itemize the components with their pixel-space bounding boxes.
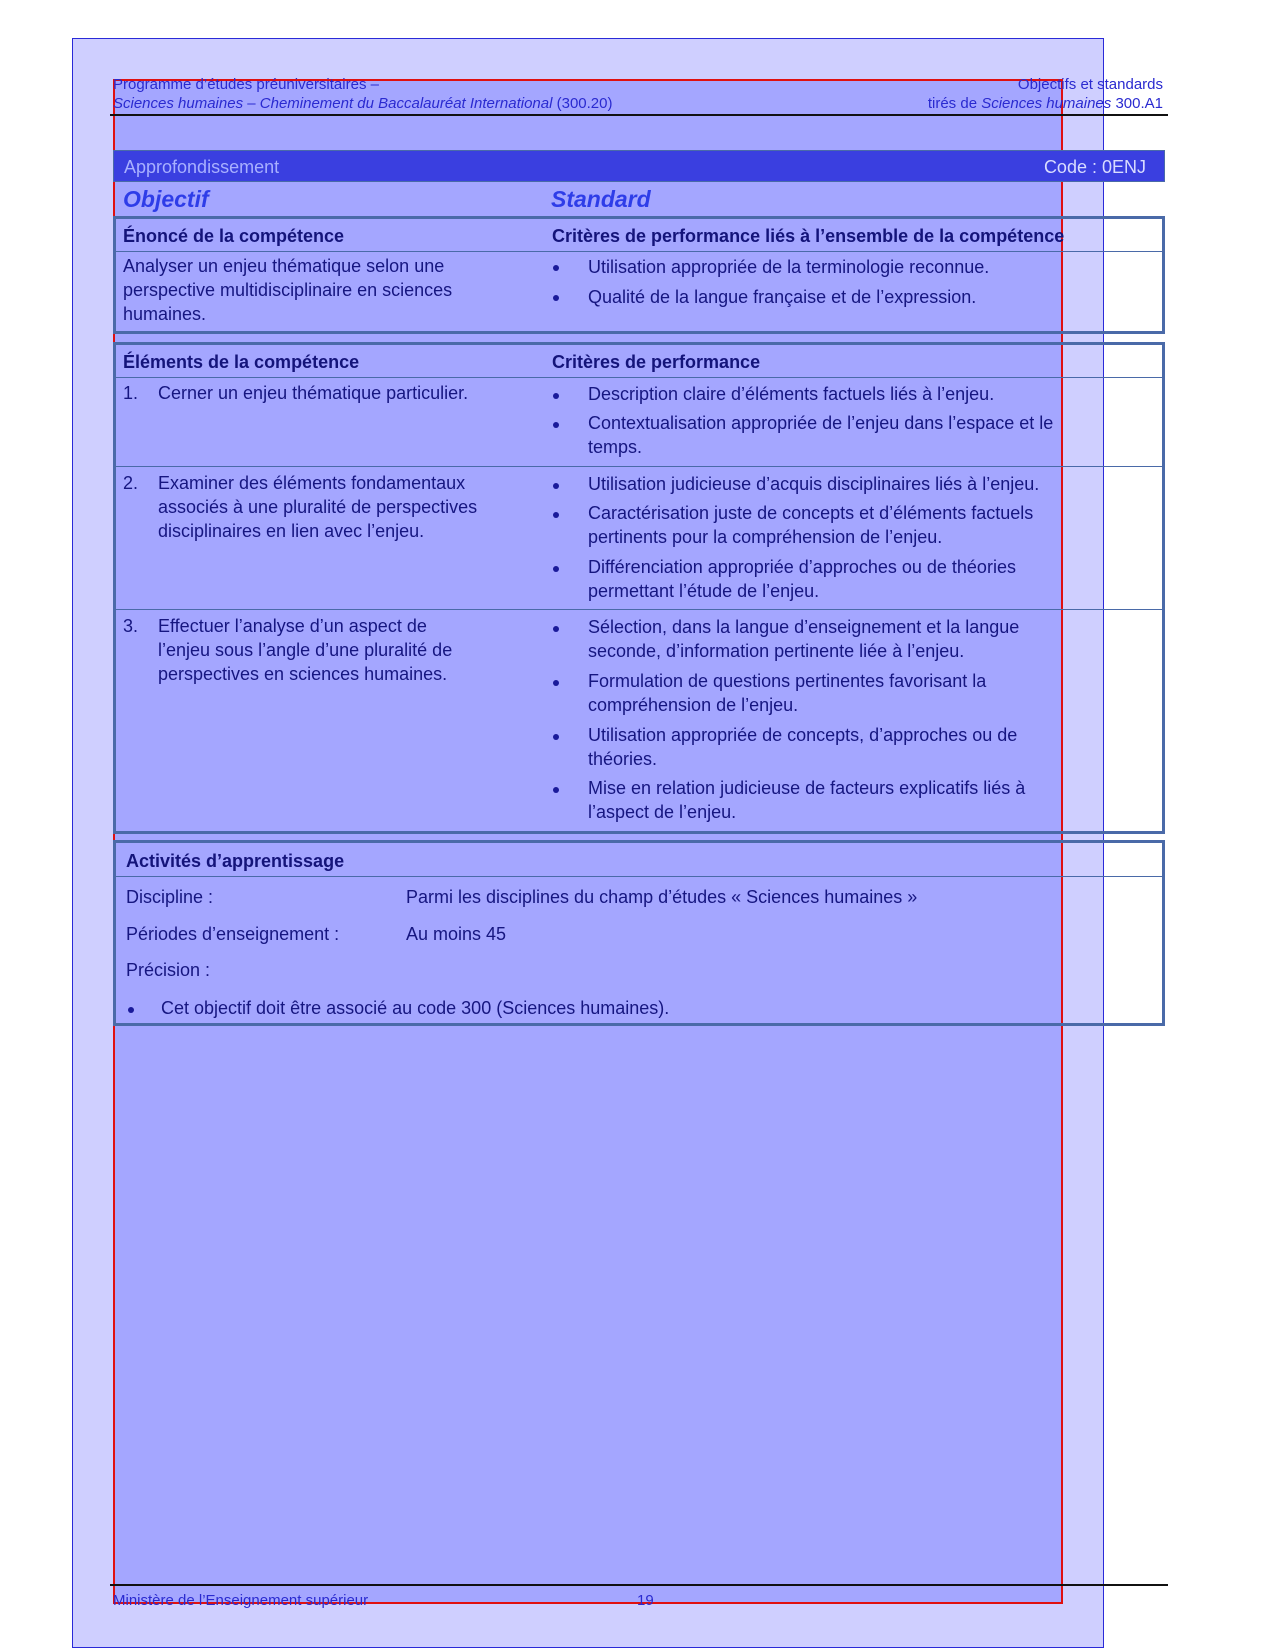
criterion-text [588, 615, 1019, 663]
activities-box [113, 840, 1165, 1026]
header-source-prefix: tirés de [927, 95, 982, 112]
standard-heading: Standard [551, 186, 651, 212]
discipline-value: Parmi les disciplines du champ d’études « Sciences humaines » [406, 887, 918, 907]
elements-divider [116, 377, 1162, 378]
competence-criteria-heading: Critères de performance liés à l’ensemble de la compétence [552, 226, 1065, 246]
bullet-icon [553, 680, 559, 686]
bullet-icon [553, 734, 559, 740]
bullet-icon [553, 422, 559, 428]
course-title: Approfondissement [124, 157, 280, 177]
element-line: Cerner un enjeu thématique particulier. [158, 383, 469, 403]
element-line: Examiner des éléments fondamentaux [158, 473, 466, 493]
criterion-text [588, 501, 1033, 549]
element-number: 1. [123, 383, 139, 403]
activities-divider [116, 876, 1162, 877]
bullet-icon [553, 566, 559, 572]
criterion-line: pertinents pour la compréhension de l’enjeu. [588, 527, 943, 547]
criterion-line: Utilisation appropriée de concepts, d’approches ou de [588, 725, 1018, 745]
criterion-text [588, 411, 1053, 459]
statement-line: humaines. [123, 304, 207, 324]
header-source [928, 95, 1163, 112]
header-source-program: Sciences humaines [981, 95, 1112, 112]
criterion-text: Qualité de la langue française et de l’expression. [588, 287, 977, 307]
element-line: disciplinaires en lien avec l’enjeu. [158, 521, 425, 541]
header-separator: – [243, 95, 260, 112]
bullet-icon [128, 1007, 134, 1013]
element-number: 2. [123, 473, 139, 493]
page-number: 19 [637, 1592, 654, 1609]
activities-heading: Activités d’apprentissage [126, 851, 345, 871]
criterion-line: Mise en relation judicieuse de facteurs explicatifs liés à [588, 778, 1026, 798]
criterion-line: permettant l’étude de l’enjeu. [588, 581, 820, 601]
objective-heading: Objectif [123, 186, 209, 212]
element-text [158, 614, 452, 686]
periods-value: Au moins 45 [406, 924, 507, 944]
criterion-line: Différenciation appropriée d’approches ou de théories [588, 557, 1016, 577]
criterion-line: seconde, d’information pertinente liée à l’enjeu. [588, 641, 965, 661]
criterion-text [588, 669, 986, 717]
header-program-code: (300.20) [552, 95, 613, 112]
element-number: 3. [123, 616, 139, 636]
competence-statement [123, 254, 452, 326]
criterion-line: temps. [588, 437, 643, 457]
bullet-icon [553, 787, 559, 793]
header-objectives: Objectifs et standards [1017, 76, 1163, 93]
discipline-label: Discipline : [126, 887, 214, 907]
precision-label: Précision : [126, 960, 211, 980]
criterion-text: Utilisation appropriée de la terminologie reconnue. [588, 257, 990, 277]
element-line: associés à une pluralité de perspectives [158, 497, 478, 517]
criterion-line: théories. [588, 749, 658, 769]
element-divider [116, 609, 1162, 610]
course-code: Code : 0ENJ [1043, 157, 1146, 177]
criterion-text [588, 472, 1039, 496]
criterion-line: Caractérisation juste de concepts et d’éléments factuels [588, 503, 1034, 523]
bullet-icon [553, 295, 559, 301]
criterion-line: Sélection, dans la langue d’enseignement et la langue [588, 617, 1020, 637]
criterion-text [588, 555, 1016, 603]
bullet-icon [553, 512, 559, 518]
statement-line: perspective multidisciplinaire en sciences [123, 280, 453, 300]
criterion-line: l’aspect de l’enjeu. [588, 802, 737, 822]
statement-line: Analyser un enjeu thématique selon une [123, 256, 445, 276]
bullet-icon [553, 265, 559, 271]
element-line: Effectuer l’analyse d’un aspect de [158, 616, 427, 636]
header-program-line2 [113, 95, 613, 112]
bullet-icon [553, 626, 559, 632]
elements-criteria-heading: Critères de performance [552, 352, 761, 372]
course-banner [113, 150, 1165, 182]
precision-item: Cet objectif doit être associé au code 300 (Sciences humaines). [161, 998, 670, 1018]
element-line: perspectives en sciences humaines. [158, 664, 448, 684]
criterion-text [588, 382, 994, 406]
criterion-line: compréhension de l’enjeu. [588, 695, 799, 715]
header-rule [110, 114, 1168, 116]
competence-divider [116, 251, 1162, 252]
criterion-text [588, 723, 1017, 771]
criterion-line: Description claire d’éléments factuels liés à l’enjeu. [588, 384, 995, 404]
criterion-text [588, 776, 1025, 824]
footer-rule [110, 1584, 1168, 1586]
bullet-icon [553, 393, 559, 399]
element-text [158, 381, 468, 405]
element-text [158, 471, 477, 543]
criterion-line: Utilisation judicieuse d’acquis disciplinaires liés à l’enjeu. [588, 474, 1040, 494]
footer-ministry: Ministère de l’Enseignement supérieur [113, 1592, 369, 1609]
header-program: Programme d’études préuniversitaires – [113, 76, 379, 93]
periods-label: Périodes d’enseignement : [126, 924, 340, 944]
header-sciences-humaines: Sciences humaines [113, 95, 244, 112]
criterion-line: Contextualisation appropriée de l’enjeu dans l’espace et le [588, 413, 1054, 433]
header-source-code: 300.A1 [1111, 95, 1163, 112]
criterion-line: Formulation de questions pertinentes favorisant la [588, 671, 987, 691]
elements-box [113, 342, 1165, 834]
element-line: l’enjeu sous l’angle d’une pluralité de [158, 640, 453, 660]
element-divider [116, 466, 1162, 467]
header-cheminement: Cheminement du Baccalauréat International [259, 95, 553, 112]
bullet-icon [553, 483, 559, 489]
competence-box [113, 216, 1165, 334]
elements-heading: Éléments de la compétence [123, 352, 360, 372]
competence-heading: Énoncé de la compétence [123, 226, 345, 246]
